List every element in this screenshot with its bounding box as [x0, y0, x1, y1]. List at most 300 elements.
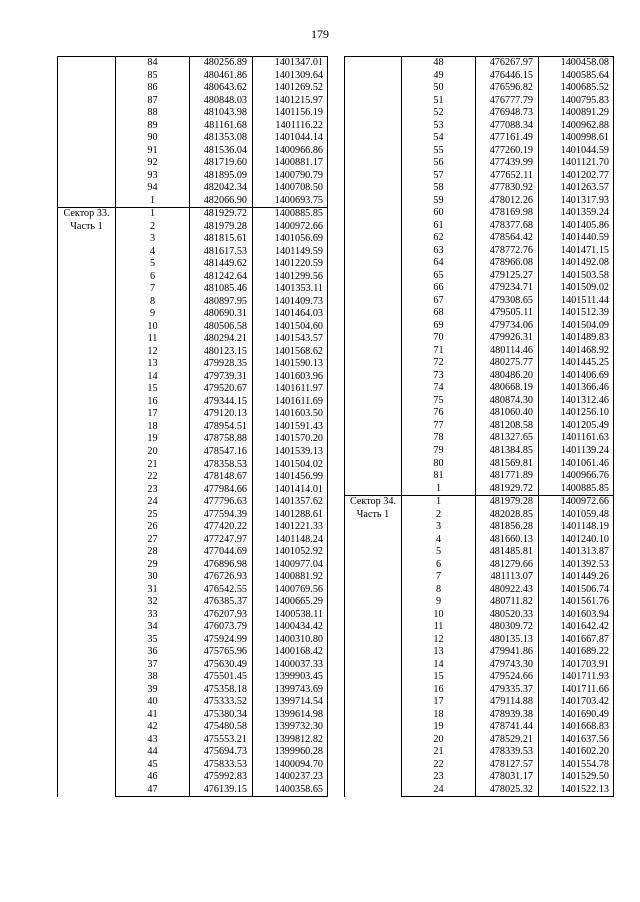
point-number-cell: 40	[116, 696, 190, 709]
point-number-cell: 19	[402, 721, 476, 734]
x-coordinate-cell: 480922.43	[476, 584, 539, 597]
point-number-cell: 86	[116, 82, 190, 95]
y-coordinate-cell: 1401121.70	[539, 157, 614, 170]
x-coordinate-cell: 478012.26	[476, 195, 539, 208]
x-coordinate-cell: 479344.15	[190, 396, 253, 409]
y-coordinate-cell: 1401570.20	[253, 433, 328, 446]
x-coordinate-cell: 478025.32	[476, 784, 539, 797]
y-coordinate-cell: 1401667.87	[539, 634, 614, 647]
y-coordinate-cell: 1401543.57	[253, 333, 328, 346]
x-coordinate-cell: 478939.38	[476, 709, 539, 722]
x-coordinate-cell: 481085.46	[190, 283, 253, 296]
point-number-cell: 27	[116, 534, 190, 547]
x-coordinate-cell: 477088.34	[476, 120, 539, 133]
point-number-cell: 78	[402, 432, 476, 445]
point-number-cell: 17	[116, 408, 190, 421]
x-coordinate-cell: 478127.57	[476, 759, 539, 772]
point-number-cell: 22	[402, 759, 476, 772]
y-coordinate-cell: 1401689.22	[539, 646, 614, 659]
y-coordinate-cell: 1399743.69	[253, 684, 328, 697]
x-coordinate-cell: 481161.68	[190, 120, 253, 133]
point-number-cell: 35	[116, 634, 190, 647]
x-coordinate-cell: 481660.13	[476, 534, 539, 547]
y-coordinate-cell: 1401405.86	[539, 220, 614, 233]
x-coordinate-cell: 480506.58	[190, 321, 253, 334]
x-coordinate-cell: 481043.98	[190, 107, 253, 120]
point-number-cell: 62	[402, 232, 476, 245]
y-coordinate-cell: 1401440.59	[539, 232, 614, 245]
x-coordinate-cell: 480643.62	[190, 82, 253, 95]
y-coordinate-cell: 1401468.92	[539, 345, 614, 358]
x-coordinate-cell: 479308.65	[476, 295, 539, 308]
y-coordinate-cell: 1399960.28	[253, 746, 328, 759]
point-number-cell: 72	[402, 357, 476, 370]
point-number-cell: 93	[116, 170, 190, 183]
point-number-cell: 5	[116, 258, 190, 271]
x-coordinate-cell: 481279.66	[476, 559, 539, 572]
x-coordinate-cell: 480256.89	[190, 57, 253, 70]
x-coordinate-cell: 475992.83	[190, 771, 253, 784]
y-coordinate-cell: 1401554.78	[539, 759, 614, 772]
y-coordinate-cell: 1401668.83	[539, 721, 614, 734]
table-row	[345, 57, 614, 70]
point-number-cell: 84	[116, 57, 190, 70]
x-coordinate-cell: 478547.16	[190, 446, 253, 459]
y-coordinate-cell: 1399614.98	[253, 709, 328, 722]
x-coordinate-cell: 475333.52	[190, 696, 253, 709]
y-coordinate-cell: 1401690.49	[539, 709, 614, 722]
y-coordinate-cell: 1401603.50	[253, 408, 328, 421]
point-number-cell: 50	[402, 82, 476, 95]
y-coordinate-cell: 1401529.50	[539, 771, 614, 784]
point-number-cell: 39	[116, 684, 190, 697]
point-number-cell: 18	[116, 421, 190, 434]
x-coordinate-cell: 478169.98	[476, 207, 539, 220]
point-number-cell: 88	[116, 107, 190, 120]
x-coordinate-cell: 475694.73	[190, 746, 253, 759]
x-coordinate-cell: 477984.66	[190, 484, 253, 497]
point-number-cell: 21	[402, 746, 476, 759]
y-coordinate-cell: 1400881.92	[253, 571, 328, 584]
y-coordinate-cell: 1401347.01	[253, 57, 328, 70]
y-coordinate-cell: 1401044.59	[539, 145, 614, 158]
x-coordinate-cell: 480114.46	[476, 345, 539, 358]
point-number-cell: 80	[402, 458, 476, 471]
x-coordinate-cell: 475553.21	[190, 734, 253, 747]
x-coordinate-cell: 482042.34	[190, 182, 253, 195]
point-number-cell: 15	[402, 671, 476, 684]
point-number-cell: 5	[402, 546, 476, 559]
x-coordinate-cell: 476385.37	[190, 596, 253, 609]
x-coordinate-cell: 479734.06	[476, 320, 539, 333]
x-coordinate-cell: 481569.81	[476, 458, 539, 471]
x-coordinate-cell: 480711.82	[476, 596, 539, 609]
x-coordinate-cell: 479120.13	[190, 408, 253, 421]
x-coordinate-cell: 475380.34	[190, 709, 253, 722]
y-coordinate-cell: 1401215.97	[253, 95, 328, 108]
y-coordinate-cell: 1401561.76	[539, 596, 614, 609]
point-number-cell: 10	[402, 609, 476, 622]
y-coordinate-cell: 1401044.14	[253, 132, 328, 145]
x-coordinate-cell: 481719.60	[190, 157, 253, 170]
point-number-cell: 20	[402, 734, 476, 747]
x-coordinate-cell: 479743.30	[476, 659, 539, 672]
x-coordinate-cell: 476896.98	[190, 559, 253, 572]
y-coordinate-cell: 1400434.42	[253, 621, 328, 634]
x-coordinate-cell: 478339.53	[476, 746, 539, 759]
point-number-cell: 19	[116, 433, 190, 446]
point-number-cell: 28	[116, 546, 190, 559]
point-number-cell: 59	[402, 195, 476, 208]
x-coordinate-cell: 475833.53	[190, 759, 253, 772]
sector-cell	[345, 57, 402, 496]
y-coordinate-cell: 1400685.52	[539, 82, 614, 95]
point-number-cell: 11	[402, 621, 476, 634]
x-coordinate-cell: 477161.49	[476, 132, 539, 145]
point-number-cell: 75	[402, 395, 476, 408]
y-coordinate-cell: 1401511.44	[539, 295, 614, 308]
y-coordinate-cell: 1401568.62	[253, 346, 328, 359]
y-coordinate-cell: 1401149.59	[253, 246, 328, 259]
y-coordinate-cell: 1400885.85	[539, 483, 614, 496]
y-coordinate-cell: 1401602.20	[539, 746, 614, 759]
point-number-cell: 60	[402, 207, 476, 220]
point-number-cell: 33	[116, 609, 190, 622]
y-coordinate-cell: 1401449.26	[539, 571, 614, 584]
point-number-cell: 92	[116, 157, 190, 170]
y-coordinate-cell: 1401406.69	[539, 370, 614, 383]
point-number-cell: 20	[116, 446, 190, 459]
point-number-cell: 81	[402, 470, 476, 483]
x-coordinate-cell: 480848.03	[190, 95, 253, 108]
x-coordinate-cell: 479125.27	[476, 270, 539, 283]
y-coordinate-cell: 1401312.46	[539, 395, 614, 408]
x-coordinate-cell: 480123.15	[190, 346, 253, 359]
y-coordinate-cell: 1399812.82	[253, 734, 328, 747]
y-coordinate-cell: 1400881.17	[253, 157, 328, 170]
x-coordinate-cell: 481384.85	[476, 445, 539, 458]
page-number: 179	[311, 27, 329, 41]
point-number-cell: 85	[116, 70, 190, 83]
y-coordinate-cell: 1401299.56	[253, 271, 328, 284]
x-coordinate-cell: 476542.55	[190, 584, 253, 597]
y-coordinate-cell: 1400693.75	[253, 195, 328, 208]
y-coordinate-cell: 1401504.02	[253, 459, 328, 472]
x-coordinate-cell: 476726.93	[190, 571, 253, 584]
point-number-cell: 69	[402, 320, 476, 333]
x-coordinate-cell: 478966.08	[476, 257, 539, 270]
y-coordinate-cell: 1401414.01	[253, 484, 328, 497]
y-coordinate-cell: 1400966.76	[539, 470, 614, 483]
table-row	[58, 208, 328, 221]
y-coordinate-cell: 1401539.13	[253, 446, 328, 459]
point-number-cell: 17	[402, 696, 476, 709]
point-number-cell: 22	[116, 471, 190, 484]
point-number-cell: 61	[402, 220, 476, 233]
y-coordinate-cell: 1401205.49	[539, 420, 614, 433]
y-coordinate-cell: 1401256.10	[539, 407, 614, 420]
point-number-cell: 26	[116, 521, 190, 534]
coordinates-table-left	[57, 56, 328, 797]
point-number-cell: 41	[116, 709, 190, 722]
point-number-cell: 90	[116, 132, 190, 145]
point-number-cell: 30	[116, 571, 190, 584]
point-number-cell: 38	[116, 671, 190, 684]
point-number-cell: 89	[116, 120, 190, 133]
x-coordinate-cell: 480520.33	[476, 609, 539, 622]
y-coordinate-cell: 1401504.09	[539, 320, 614, 333]
point-number-cell: 4	[116, 246, 190, 259]
y-coordinate-cell: 1401591.43	[253, 421, 328, 434]
point-number-cell: 55	[402, 145, 476, 158]
x-coordinate-cell: 481929.72	[476, 483, 539, 496]
x-coordinate-cell: 481353.08	[190, 132, 253, 145]
x-coordinate-cell: 478741.44	[476, 721, 539, 734]
y-coordinate-cell: 1401409.73	[253, 296, 328, 309]
point-number-cell: 68	[402, 307, 476, 320]
y-coordinate-cell: 1401603.94	[539, 609, 614, 622]
x-coordinate-cell: 477830.92	[476, 182, 539, 195]
x-coordinate-cell: 477420.22	[190, 521, 253, 534]
x-coordinate-cell: 478358.53	[190, 459, 253, 472]
y-coordinate-cell: 1400168.42	[253, 646, 328, 659]
point-number-cell: 67	[402, 295, 476, 308]
x-coordinate-cell: 475358.18	[190, 684, 253, 697]
sector-cell	[58, 57, 116, 208]
y-coordinate-cell: 1401357.62	[253, 496, 328, 509]
x-coordinate-cell: 481856.28	[476, 521, 539, 534]
y-coordinate-cell: 1401703.91	[539, 659, 614, 672]
point-number-cell: 7	[116, 283, 190, 296]
y-coordinate-cell: 1400972.66	[539, 496, 614, 509]
x-coordinate-cell: 481929.72	[190, 208, 253, 221]
y-coordinate-cell: 1401059.48	[539, 509, 614, 522]
y-coordinate-cell: 1400769.56	[253, 584, 328, 597]
point-number-cell: 13	[116, 358, 190, 371]
x-coordinate-cell: 476207.93	[190, 609, 253, 622]
point-number-cell: 77	[402, 420, 476, 433]
x-coordinate-cell: 480690.31	[190, 308, 253, 321]
point-number-cell: 14	[402, 659, 476, 672]
y-coordinate-cell: 1401052.92	[253, 546, 328, 559]
x-coordinate-cell: 478529.21	[476, 734, 539, 747]
y-coordinate-cell: 1401522.13	[539, 784, 614, 797]
sector-cell	[345, 496, 402, 797]
point-number-cell: 3	[116, 233, 190, 246]
point-number-cell: 65	[402, 270, 476, 283]
y-coordinate-cell: 1400458.08	[539, 57, 614, 70]
x-coordinate-cell: 477652.11	[476, 170, 539, 183]
x-coordinate-cell: 477044.69	[190, 546, 253, 559]
point-number-cell: 11	[116, 333, 190, 346]
x-coordinate-cell: 482028.85	[476, 509, 539, 522]
y-coordinate-cell: 1399714.54	[253, 696, 328, 709]
y-coordinate-cell: 1401116.22	[253, 120, 328, 133]
x-coordinate-cell: 477247.97	[190, 534, 253, 547]
sector-part: Часть 1	[70, 220, 103, 232]
y-coordinate-cell: 1400977.04	[253, 559, 328, 572]
y-coordinate-cell: 1401317.93	[539, 195, 614, 208]
y-coordinate-cell: 1400585.64	[539, 70, 614, 83]
sector-part: Часть 1	[356, 508, 390, 520]
x-coordinate-cell: 481771.89	[476, 470, 539, 483]
x-coordinate-cell: 476948.73	[476, 107, 539, 120]
x-coordinate-cell: 479114.88	[476, 696, 539, 709]
x-coordinate-cell: 478758.88	[190, 433, 253, 446]
y-coordinate-cell: 1400972.66	[253, 221, 328, 234]
y-coordinate-cell: 1399732.30	[253, 721, 328, 734]
point-number-cell: 52	[402, 107, 476, 120]
y-coordinate-cell: 1401139.24	[539, 445, 614, 458]
x-coordinate-cell: 475765.96	[190, 646, 253, 659]
point-number-cell: 7	[402, 571, 476, 584]
y-coordinate-cell: 1401703.42	[539, 696, 614, 709]
point-number-cell: 31	[116, 584, 190, 597]
point-number-cell: 13	[402, 646, 476, 659]
x-coordinate-cell: 479524.66	[476, 671, 539, 684]
y-coordinate-cell: 1400037.33	[253, 659, 328, 672]
point-number-cell: 25	[116, 509, 190, 522]
x-coordinate-cell: 477594.39	[190, 509, 253, 522]
x-coordinate-cell: 481536.04	[190, 145, 253, 158]
x-coordinate-cell: 481113.07	[476, 571, 539, 584]
point-number-cell: 23	[402, 771, 476, 784]
point-number-cell: 1	[116, 208, 190, 221]
x-coordinate-cell: 480897.95	[190, 296, 253, 309]
x-coordinate-cell: 480275.77	[476, 357, 539, 370]
x-coordinate-cell: 481485.81	[476, 546, 539, 559]
sector-cell	[58, 208, 116, 797]
point-number-cell: 16	[402, 684, 476, 697]
y-coordinate-cell: 1401445.25	[539, 357, 614, 370]
x-coordinate-cell: 478031.17	[476, 771, 539, 784]
y-coordinate-cell: 1401642.42	[539, 621, 614, 634]
point-number-cell: 3	[402, 521, 476, 534]
point-number-cell: 1	[116, 195, 190, 208]
x-coordinate-cell: 476073.79	[190, 621, 253, 634]
point-number-cell: 63	[402, 245, 476, 258]
x-coordinate-cell: 480486.20	[476, 370, 539, 383]
x-coordinate-cell: 476267.97	[476, 57, 539, 70]
point-number-cell: 49	[402, 70, 476, 83]
point-number-cell: 24	[402, 784, 476, 797]
x-coordinate-cell: 479505.11	[476, 307, 539, 320]
x-coordinate-cell: 477796.63	[190, 496, 253, 509]
point-number-cell: 58	[402, 182, 476, 195]
point-number-cell: 76	[402, 407, 476, 420]
y-coordinate-cell: 1401506.74	[539, 584, 614, 597]
y-coordinate-cell: 1400237.23	[253, 771, 328, 784]
y-coordinate-cell: 1400998.61	[539, 132, 614, 145]
point-number-cell: 57	[402, 170, 476, 183]
y-coordinate-cell: 1401456.99	[253, 471, 328, 484]
x-coordinate-cell: 481815.61	[190, 233, 253, 246]
x-coordinate-cell: 480135.13	[476, 634, 539, 647]
y-coordinate-cell: 1401148.19	[539, 521, 614, 534]
y-coordinate-cell: 1400665.29	[253, 596, 328, 609]
point-number-cell: 6	[402, 559, 476, 572]
x-coordinate-cell: 479941.86	[476, 646, 539, 659]
table-row	[58, 57, 328, 70]
y-coordinate-cell: 1401509.02	[539, 282, 614, 295]
y-coordinate-cell: 1401288.61	[253, 509, 328, 522]
x-coordinate-cell: 481979.28	[190, 221, 253, 234]
y-coordinate-cell: 1401359.24	[539, 207, 614, 220]
x-coordinate-cell: 481242.64	[190, 271, 253, 284]
point-number-cell: 70	[402, 332, 476, 345]
point-number-cell: 87	[116, 95, 190, 108]
point-number-cell: 14	[116, 371, 190, 384]
point-number-cell: 45	[116, 759, 190, 772]
y-coordinate-cell: 1401611.69	[253, 396, 328, 409]
x-coordinate-cell: 476446.15	[476, 70, 539, 83]
x-coordinate-cell: 475480.58	[190, 721, 253, 734]
y-coordinate-cell: 1401590.13	[253, 358, 328, 371]
point-number-cell: 43	[116, 734, 190, 747]
y-coordinate-cell: 1401220.59	[253, 258, 328, 271]
y-coordinate-cell: 1401353.11	[253, 283, 328, 296]
x-coordinate-cell: 479926.31	[476, 332, 539, 345]
x-coordinate-cell: 479335.37	[476, 684, 539, 697]
y-coordinate-cell: 1401504.60	[253, 321, 328, 334]
x-coordinate-cell: 481327.65	[476, 432, 539, 445]
point-number-cell: 74	[402, 382, 476, 395]
point-number-cell: 6	[116, 271, 190, 284]
point-number-cell: 56	[402, 157, 476, 170]
y-coordinate-cell: 1401637.56	[539, 734, 614, 747]
x-coordinate-cell: 475501.45	[190, 671, 253, 684]
y-coordinate-cell: 1400708.50	[253, 182, 328, 195]
point-number-cell: 2	[116, 221, 190, 234]
x-coordinate-cell: 476139.15	[190, 784, 253, 797]
y-coordinate-cell: 1401366.46	[539, 382, 614, 395]
table-row	[345, 496, 614, 509]
point-number-cell: 37	[116, 659, 190, 672]
point-number-cell: 32	[116, 596, 190, 609]
y-coordinate-cell: 1401240.10	[539, 534, 614, 547]
y-coordinate-cell: 1401202.77	[539, 170, 614, 183]
point-number-cell: 34	[116, 621, 190, 634]
x-coordinate-cell: 479739.31	[190, 371, 253, 384]
y-coordinate-cell: 1401148.24	[253, 534, 328, 547]
x-coordinate-cell: 480309.72	[476, 621, 539, 634]
x-coordinate-cell: 481617.53	[190, 246, 253, 259]
point-number-cell: 8	[116, 296, 190, 309]
point-number-cell: 44	[116, 746, 190, 759]
y-coordinate-cell: 1401313.87	[539, 546, 614, 559]
y-coordinate-cell: 1401309.64	[253, 70, 328, 83]
y-coordinate-cell: 1400891.29	[539, 107, 614, 120]
y-coordinate-cell: 1400538.11	[253, 609, 328, 622]
x-coordinate-cell: 481895.09	[190, 170, 253, 183]
y-coordinate-cell: 1401263.57	[539, 182, 614, 195]
x-coordinate-cell: 476596.82	[476, 82, 539, 95]
y-coordinate-cell: 1401512.39	[539, 307, 614, 320]
x-coordinate-cell: 481979.28	[476, 496, 539, 509]
y-coordinate-cell: 1401061.46	[539, 458, 614, 471]
point-number-cell: 15	[116, 383, 190, 396]
x-coordinate-cell: 480668.19	[476, 382, 539, 395]
y-coordinate-cell: 1401464.03	[253, 308, 328, 321]
coordinates-table-right	[344, 56, 614, 797]
point-number-cell: 47	[116, 784, 190, 797]
y-coordinate-cell: 1400310.80	[253, 634, 328, 647]
y-coordinate-cell: 1400094.70	[253, 759, 328, 772]
point-number-cell: 73	[402, 370, 476, 383]
x-coordinate-cell: 477439.99	[476, 157, 539, 170]
x-coordinate-cell: 478772.76	[476, 245, 539, 258]
y-coordinate-cell: 1400885.85	[253, 208, 328, 221]
